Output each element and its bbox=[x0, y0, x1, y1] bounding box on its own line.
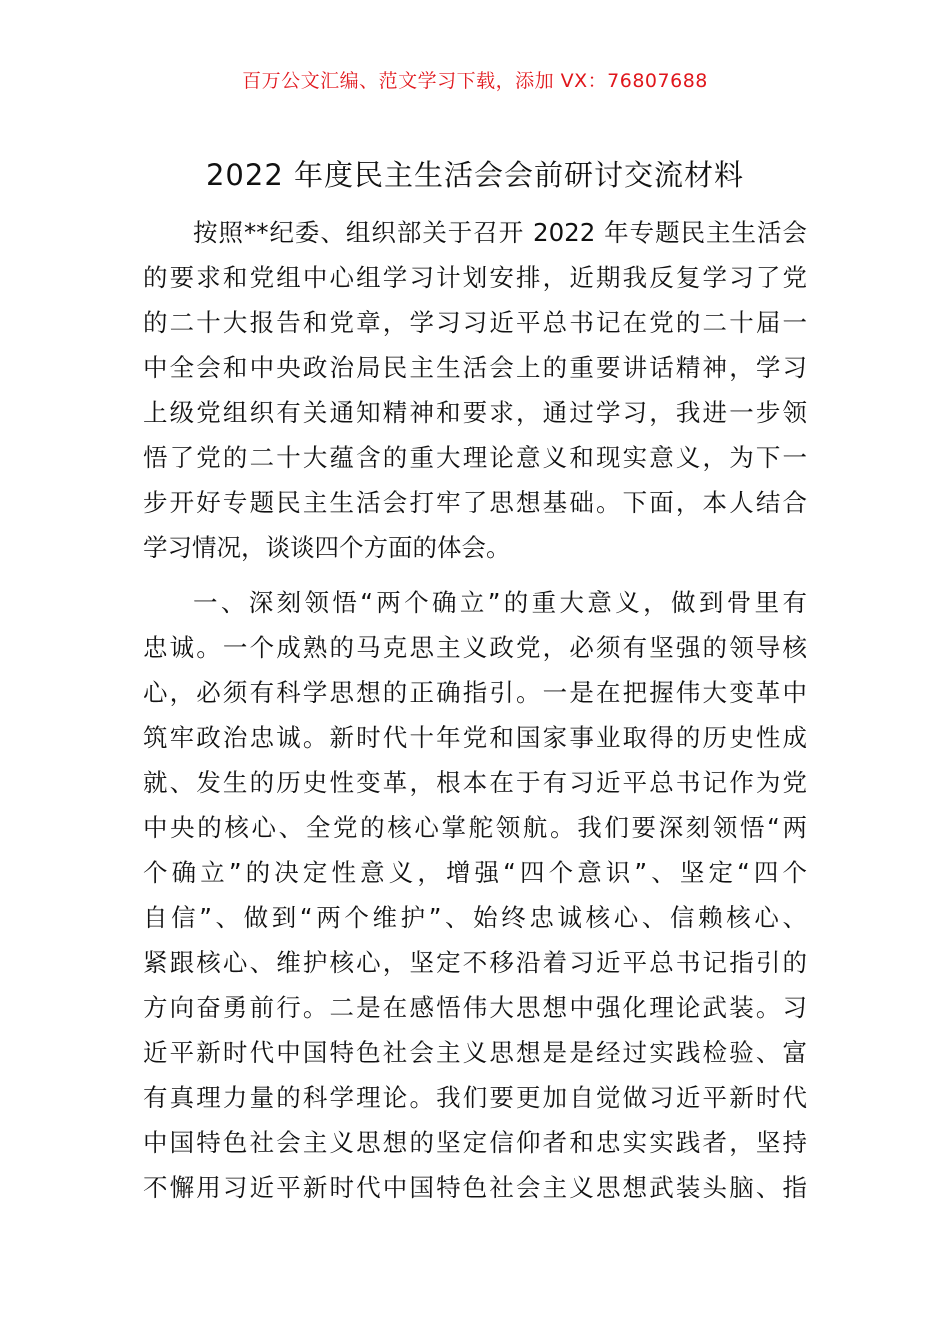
text-line: 中国特色社会主义思想的坚定信仰者和忠实实践者，坚持 bbox=[143, 1128, 807, 1157]
text-line: 近平新时代中国特色社会主义思想是是经过实践检验、富 bbox=[143, 1038, 807, 1067]
text-line: 的二十大报告和党章，学习习近平总书记在党的二十届一 bbox=[143, 308, 807, 337]
document-title: 2022 年度民主生活会会前研讨交流材料 bbox=[205, 158, 745, 192]
text-line: 悟了党的二十大蕴含的重大理论意义和现实意义，为下一 bbox=[143, 443, 807, 472]
text-line: 方向奋勇前行。二是在感悟伟大思想中强化理论武装。习 bbox=[143, 993, 807, 1022]
text-line: 就、发生的历史性变革，根本在于有习近平总书记作为党 bbox=[143, 768, 807, 797]
text-line: 紧跟核心、维护核心，坚定不移沿着习近平总书记指引的 bbox=[143, 948, 807, 977]
watermark-header: 百万公文汇编、范文学习下载，添加 VX：76807688 bbox=[242, 70, 708, 92]
text-line: 上级党组织有关通知精神和要求，通过学习，我进一步领 bbox=[143, 398, 807, 427]
text-line: 不懈用习近平新时代中国特色社会主义思想武装头脑、指 bbox=[143, 1173, 807, 1202]
text-line: 个确立”的决定性意义，增强“四个意识”、坚定“四个 bbox=[143, 858, 807, 887]
text-line: 的要求和党组中心组学习计划安排，近期我反复学习了党 bbox=[143, 263, 807, 292]
text-line: 学习情况，谈谈四个方面的体会。 bbox=[143, 533, 511, 562]
text-line: 自信”、做到“两个维护”、始终忠诚核心、信赖核心、 bbox=[143, 903, 807, 932]
text-line: 中央的核心、全党的核心掌舵领航。我们要深刻领悟“两 bbox=[143, 813, 807, 842]
text-line: 筑牢政治忠诚。新时代十年党和国家事业取得的历史性成 bbox=[143, 723, 807, 752]
text-line: 一、深刻领悟“两个确立”的重大意义，做到骨里有 bbox=[193, 588, 807, 617]
text-line: 按照**纪委、组织部关于召开 2022 年专题民主生活会 bbox=[193, 218, 807, 247]
text-line: 有真理力量的科学理论。我们要更加自觉做习近平新时代 bbox=[143, 1083, 807, 1112]
text-line: 中全会和中央政治局民主生活会上的重要讲话精神，学习 bbox=[143, 353, 807, 382]
text-line: 忠诚。一个成熟的马克思主义政党，必须有坚强的领导核 bbox=[143, 633, 807, 662]
text-line: 心，必须有科学思想的正确指引。一是在把握伟大变革中 bbox=[143, 678, 807, 707]
text-line: 步开好专题民主生活会打牢了思想基础。下面，本人结合 bbox=[143, 488, 807, 517]
